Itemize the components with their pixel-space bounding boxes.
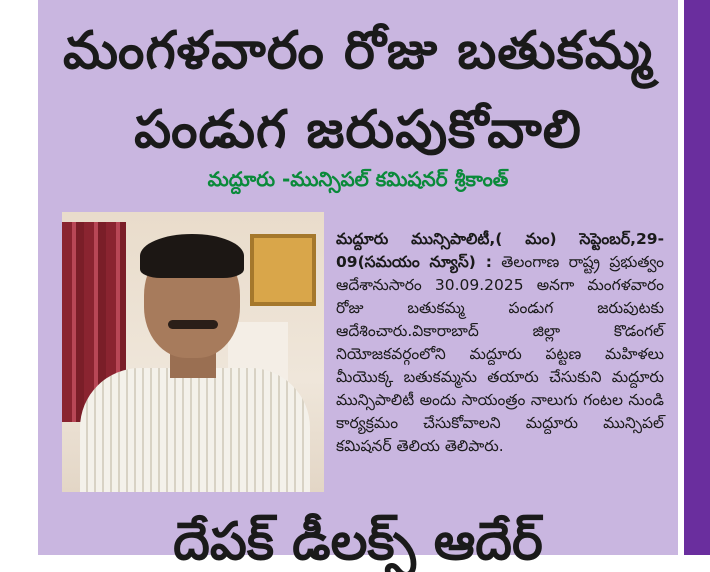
article-text: తెలంగాణ రాష్ట్ర ప్రభుత్వం ఆదేశానుసారం 30.09.2025 అనగా మంగళవారం రోజు బతుకమ్మ పండుగ జరుపుటకు ఆదేశించారు.వికారాబాద్ జిల్లా కొడంగల్ నియోజకవర్గంలోని మద్దూరు పట్టణ మహిళలు మీయొక్క బతుకమ్మను తయారు చేసుకుని మద్దూరు మున్సిపాలిటీ అందు సాయంత్రం నాలుగు గంటల నుండి కార్యక్రమం చేసుకోవాలని మద్దూరు మున్సిపల్ కమిషనర్ తెలియ తెలిపారు.	[336, 253, 664, 455]
side-color-bar	[684, 0, 710, 555]
news-panel	[38, 0, 678, 572]
person-mustache	[168, 320, 218, 329]
striped-shirt	[80, 368, 310, 492]
headline-line-2: పండుగ జరుపుకోవాలి	[134, 100, 582, 160]
article-body	[336, 228, 664, 458]
article-dateline: మద్దూరు మున్సిపాలిటీ,( మం) సెప్టెంబర్,29-09(సమయం న్యూస్) :	[336, 230, 664, 271]
headline-line-1: మంగళవారం రోజు బతుకమ్మ	[62, 21, 654, 81]
cut-off-top-text	[38, 0, 678, 8]
bottom-headline-cutoff: దేపక్ డీలక్స్ ఆదేర్	[173, 512, 543, 572]
subheading-byline: మద్దూరు -మున్సిపల్ కమిషనర్ శ్రీకాంత్	[207, 167, 509, 191]
person-hair	[140, 234, 244, 278]
commissioner-photo	[62, 212, 324, 492]
wall-frame	[250, 234, 316, 306]
